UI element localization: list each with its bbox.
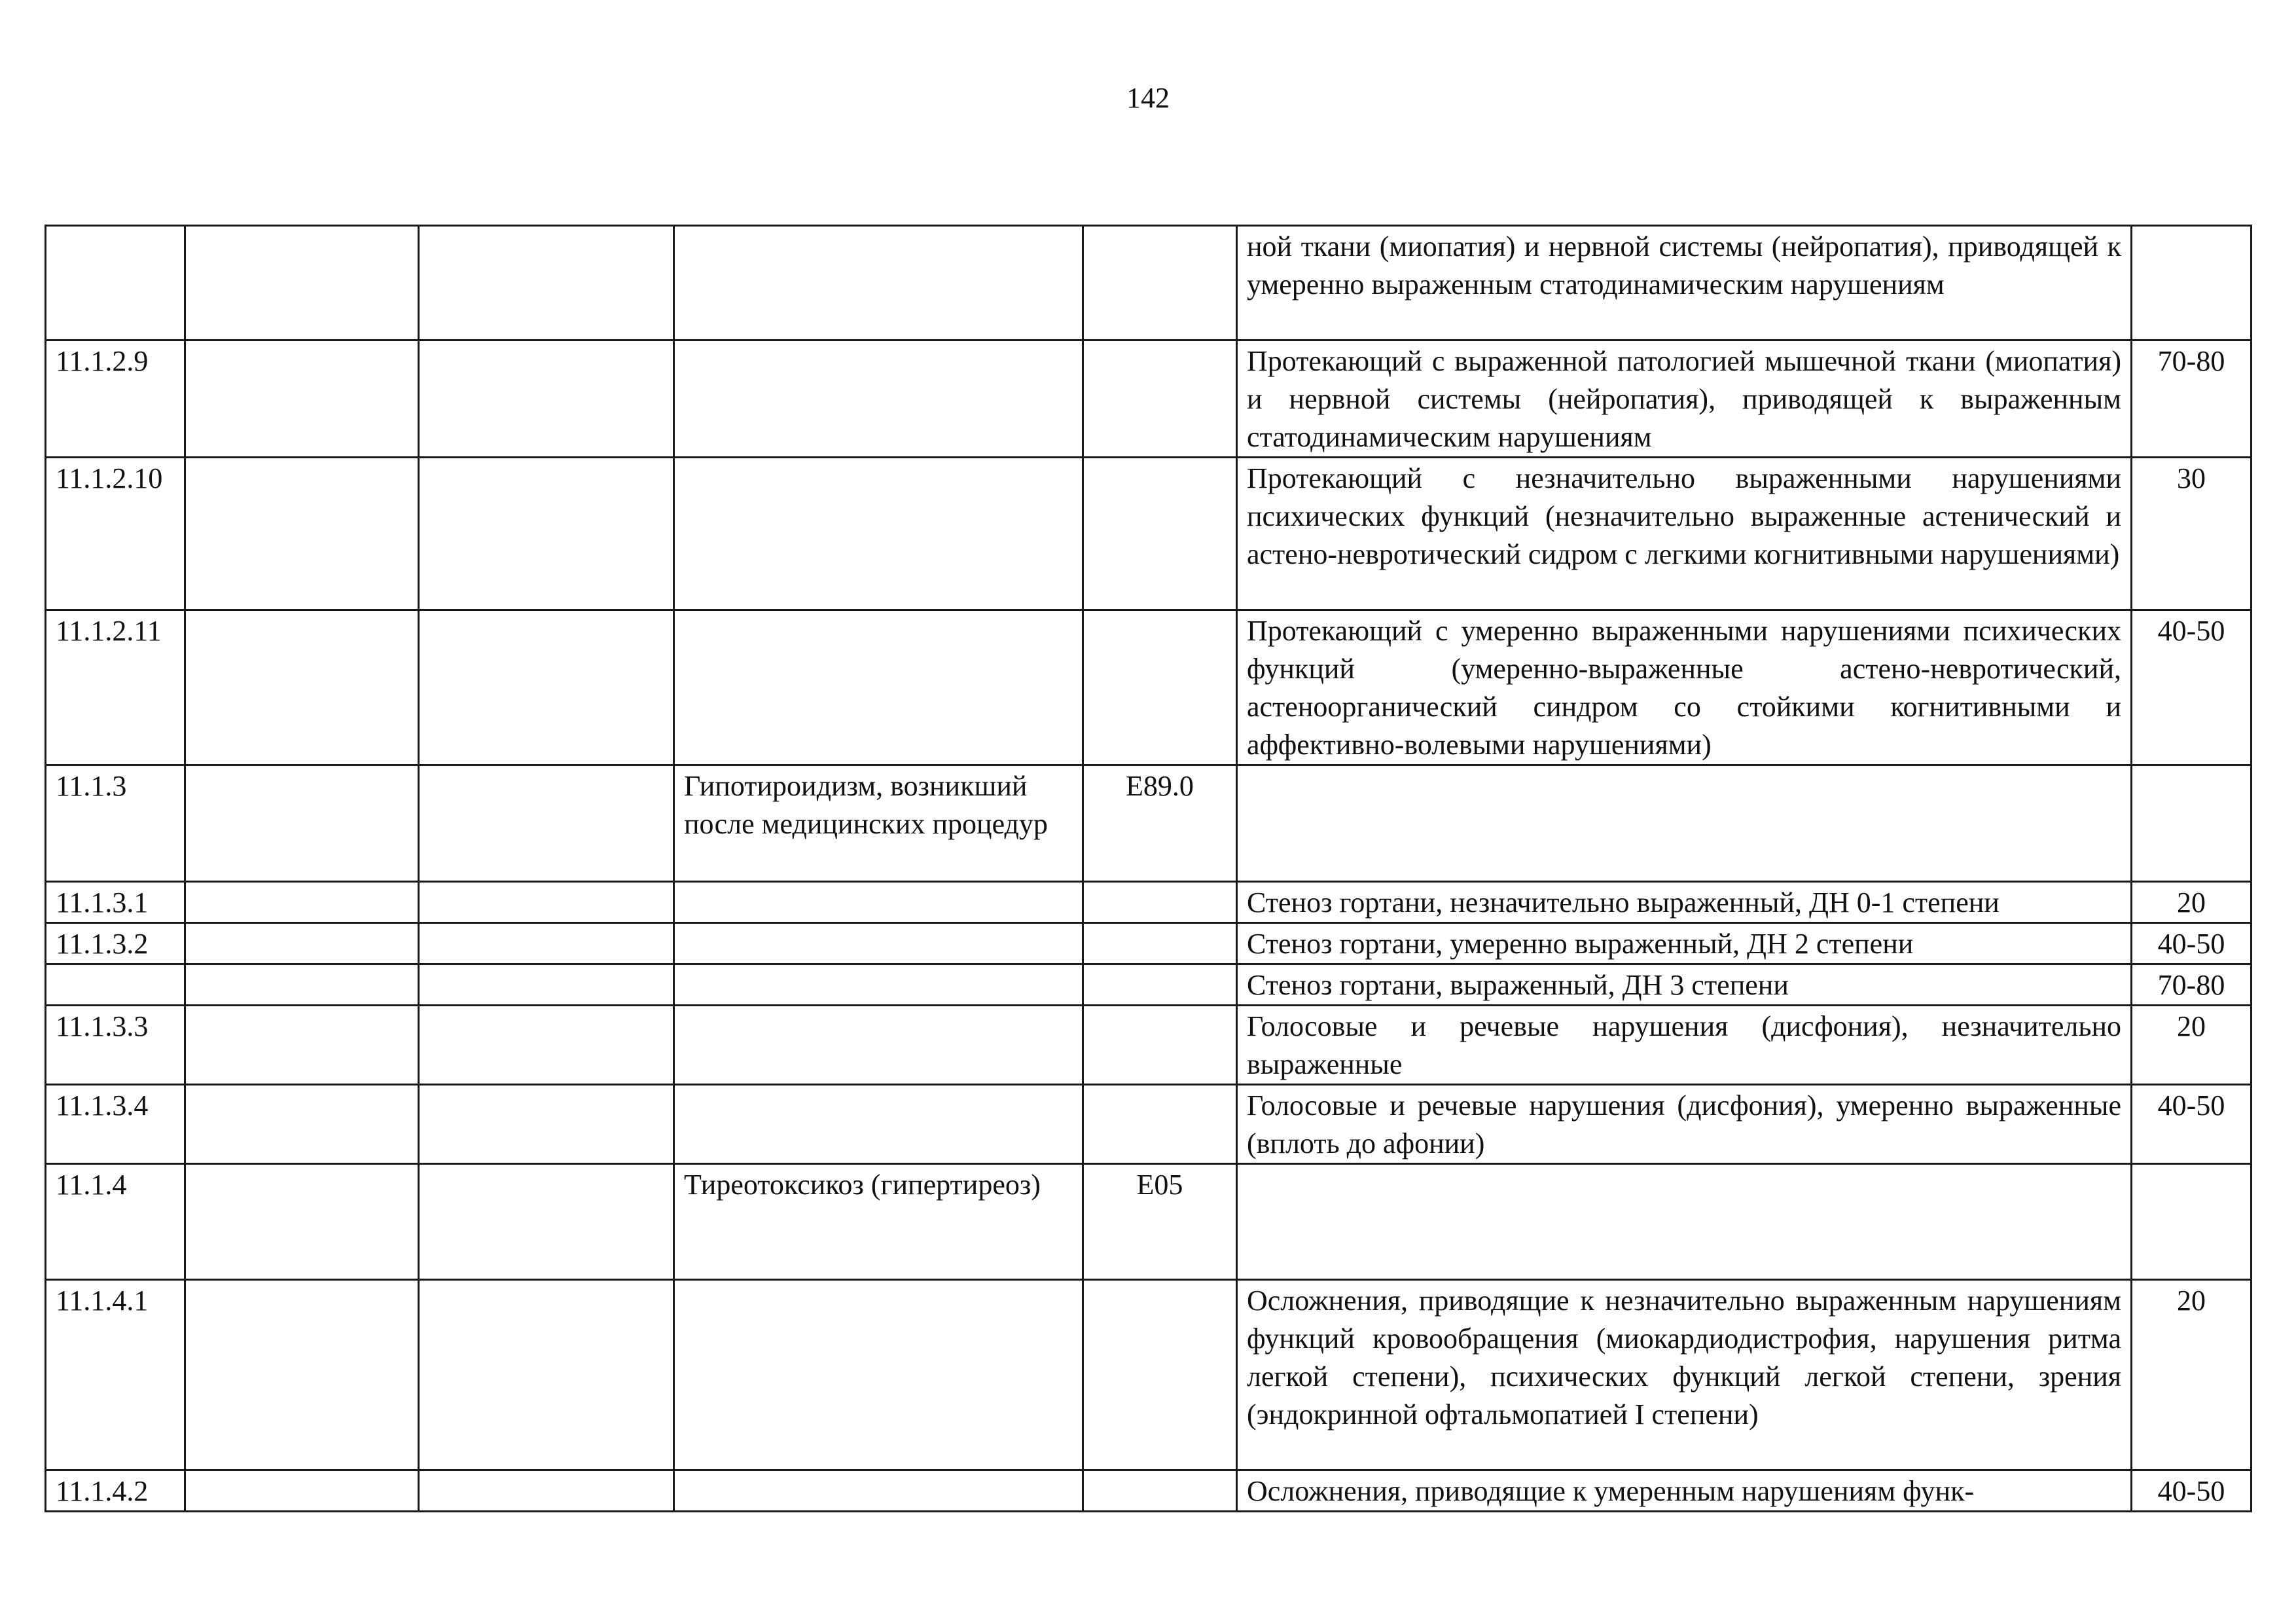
empty-cell [419,1164,674,1280]
empty-cell [419,964,674,1006]
icd-code-cell [1083,1280,1237,1470]
empty-cell [185,458,419,610]
row-code-cell: 11.1.3.3 [46,1006,185,1085]
icd-code-cell [1083,340,1237,458]
percent-cell: 20 [2132,1280,2251,1470]
empty-cell [185,1470,419,1512]
empty-cell [419,1280,674,1470]
row-code-cell: 11.1.4 [46,1164,185,1280]
disease-name-cell: Тиреотоксикоз (гипертиреоз) [674,1164,1083,1280]
table-row [46,1085,2251,1164]
disease-name-cell [674,1006,1083,1085]
empty-cell [185,1006,419,1085]
percent-cell: 20 [2132,882,2251,923]
table-row [46,1164,2251,1280]
empty-cell [419,882,674,923]
percent-cell: 40-50 [2132,1085,2251,1164]
table-row [46,923,2251,964]
empty-cell [419,610,674,765]
description-cell: Протекающий с выраженной патологией мышечной ткани (миопатия) и нервной системы (нейропатия), приводящей к выраженным статодинамическим нарушениям [1237,340,2132,458]
percent-cell: 70-80 [2132,340,2251,458]
disease-name-cell [674,610,1083,765]
percent-cell [2132,226,2251,340]
empty-cell [185,882,419,923]
row-code-cell: 11.1.4.2 [46,1470,185,1512]
icd-code-cell [1083,226,1237,340]
percent-cell: 20 [2132,1006,2251,1085]
table-row [46,458,2251,610]
table-row [46,1280,2251,1470]
icd-code-cell [1083,882,1237,923]
row-code-cell: 11.1.2.9 [46,340,185,458]
disease-name-cell [674,1470,1083,1512]
description-cell: Стеноз гортани, незначительно выраженный, ДН 0-1 степени [1237,882,2132,923]
table-row [46,882,2251,923]
empty-cell [419,923,674,964]
row-code-cell: 11.1.3.1 [46,882,185,923]
empty-cell [185,610,419,765]
percent-cell [2132,765,2251,882]
disease-name-cell [674,923,1083,964]
disease-name-cell [674,1085,1083,1164]
empty-cell [185,1164,419,1280]
empty-cell [419,1470,674,1512]
row-code-cell: 11.1.2.11 [46,610,185,765]
icd-code-cell [1083,458,1237,610]
empty-cell [185,765,419,882]
row-code-cell: 11.1.4.1 [46,1280,185,1470]
disease-name-cell [674,226,1083,340]
empty-cell [419,226,674,340]
icd-code-cell [1083,1006,1237,1085]
empty-cell [185,1085,419,1164]
description-cell: Осложнения, приводящие к умеренным нарушениям функ- [1237,1470,2132,1512]
icd-code-cell [1083,610,1237,765]
empty-cell [185,964,419,1006]
description-cell [1237,1164,2132,1280]
table-row [46,1470,2251,1512]
table-row [46,340,2251,458]
classification-table [45,225,2252,1512]
description-cell: Стеноз гортани, выраженный, ДН 3 степени [1237,964,2132,1006]
empty-cell [419,765,674,882]
table-row [46,765,2251,882]
description-cell: Голосовые и речевые нарушения (дисфония), умеренно выраженные (вплоть до афонии) [1237,1085,2132,1164]
empty-cell [185,226,419,340]
icd-code-cell [1083,964,1237,1006]
row-code-cell [46,964,185,1006]
icd-code-cell: E05 [1083,1164,1237,1280]
row-code-cell: 11.1.3 [46,765,185,882]
disease-name-cell [674,882,1083,923]
description-cell: Протекающий с умеренно выраженными нарушениями психических функций (умеренно-выраженные астено-невротический, астеноорганический синдром со стойкими когнитивными и аффективно-волевыми нарушениями) [1237,610,2132,765]
icd-code-cell: E89.0 [1083,765,1237,882]
table-row [46,226,2251,340]
empty-cell [419,340,674,458]
percent-cell: 70-80 [2132,964,2251,1006]
percent-cell: 40-50 [2132,610,2251,765]
empty-cell [185,1280,419,1470]
empty-cell [419,1085,674,1164]
icd-code-cell [1083,923,1237,964]
description-cell: Стеноз гортани, умеренно выраженный, ДН 2 степени [1237,923,2132,964]
empty-cell [185,923,419,964]
row-code-cell: 11.1.2.10 [46,458,185,610]
disease-name-cell [674,1280,1083,1470]
table-row [46,1006,2251,1085]
disease-name-cell [674,458,1083,610]
description-cell: Голосовые и речевые нарушения (дисфония), незначительно выраженные [1237,1006,2132,1085]
table-row [46,610,2251,765]
description-cell [1237,765,2132,882]
percent-cell: 40-50 [2132,1470,2251,1512]
page-number: 142 [1126,82,1170,114]
empty-cell [419,458,674,610]
disease-name-cell [674,964,1083,1006]
row-code-cell [46,226,185,340]
table-row [46,964,2251,1006]
description-cell: Протекающий с незначительно выраженными нарушениями психических функций (незначительно выраженные астенический и астено-невротический сидром с легкими когнитивными нарушениями) [1237,458,2132,610]
percent-cell: 30 [2132,458,2251,610]
empty-cell [419,1006,674,1085]
percent-cell: 40-50 [2132,923,2251,964]
icd-code-cell [1083,1085,1237,1164]
disease-name-cell [674,340,1083,458]
description-cell: ной ткани (миопатия) и нервной системы (нейропатия), приводящей к умеренно выраженным статодинамическим нарушениям [1237,226,2132,340]
row-code-cell: 11.1.3.2 [46,923,185,964]
description-cell: Осложнения, приводящие к незначительно выраженным нарушениям функций кровообращения (миокардиодистрофия, нарушения ритма легкой степени), психических функций легкой степени, зрения (эндокринной офтальмопатией I степени) [1237,1280,2132,1470]
icd-code-cell [1083,1470,1237,1512]
disease-name-cell: Гипотироидизм, возникший после медицинских процедур [674,765,1083,882]
percent-cell [2132,1164,2251,1280]
empty-cell [185,340,419,458]
row-code-cell: 11.1.3.4 [46,1085,185,1164]
